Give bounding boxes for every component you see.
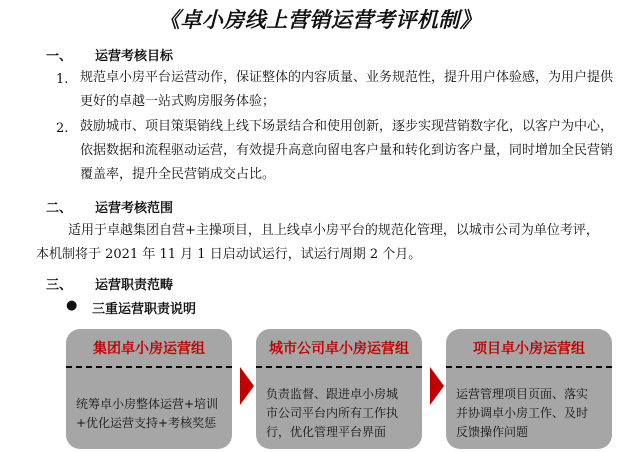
text-line: 统筹卓小房整体运营+培训 bbox=[76, 397, 219, 411]
section-1-heading bbox=[46, 45, 246, 63]
group-ops-box bbox=[66, 329, 232, 449]
text-line: 行，优化管理平台界面 bbox=[266, 425, 387, 439]
duties-subtitle: 三重运营职责说明 bbox=[92, 302, 197, 317]
city-ops-description bbox=[266, 385, 416, 442]
city-ops-box bbox=[256, 329, 422, 449]
dashed-divider bbox=[256, 366, 422, 368]
scope-text bbox=[36, 219, 628, 267]
goal-2-number: 2. bbox=[56, 121, 69, 136]
text-line: 规范卓小房平台运营动作，保证整体的内容质量、业务规范性，提升用户体验感，为用户提供 bbox=[80, 70, 614, 85]
group-ops-description bbox=[76, 395, 226, 433]
group-ops-title: 集团卓小房运营组 bbox=[93, 341, 205, 357]
section-label: 运营职责范畴 bbox=[95, 278, 174, 293]
project-ops-box bbox=[446, 329, 612, 449]
text-line: 本机制将于 2021 年 11 月 1 日启动试运行，试运行周期 2 个月。 bbox=[36, 247, 422, 262]
text-line: 依据数据和流程驱动运营，有效提升高意向留电客户量和转化到访客户量，同时增加全民营销 bbox=[80, 143, 614, 158]
text-line: 适用于卓越集团自营+主操项目，且上线卓小房平台的规范化管理，以城市公司为单位考评， bbox=[68, 223, 599, 238]
project-ops-description bbox=[456, 385, 606, 442]
text-line: 负责监督、跟进卓小房城 bbox=[266, 387, 399, 401]
text-line: +优化运营支持+考核奖惩 bbox=[76, 416, 217, 430]
text-line: 覆盖率，提升全民营销成交占比。 bbox=[80, 167, 276, 182]
document-title: 《卓小房线上营销运营考评机制》 bbox=[158, 7, 482, 32]
section-number: 一、 bbox=[46, 49, 73, 64]
text-line: 并协调卓小房工作、及时 bbox=[456, 406, 589, 420]
dashed-divider bbox=[66, 366, 232, 368]
section-number: 三、 bbox=[46, 278, 73, 293]
project-ops-title: 项目卓小房运营组 bbox=[473, 341, 585, 357]
city-ops-title: 城市公司卓小房运营组 bbox=[269, 341, 409, 357]
arrow-right-icon bbox=[240, 367, 254, 405]
bullet-icon: ● bbox=[66, 298, 78, 313]
dashed-divider bbox=[446, 366, 612, 368]
goal-1-number: 1. bbox=[56, 72, 69, 87]
text-line: 反馈操作问题 bbox=[456, 425, 529, 439]
section-label: 运营考核目标 bbox=[95, 49, 174, 64]
section-3-heading bbox=[46, 274, 246, 292]
section-2-heading bbox=[46, 197, 246, 215]
text-line: 鼓励城市、项目策渠销线上线下场景结合和使用创新，逐步实现营销数字化，以客户为中心， bbox=[80, 119, 614, 134]
arrow-right-icon bbox=[430, 367, 444, 405]
text-line: 运营管理项目页面、落实 bbox=[456, 387, 589, 401]
goal-1-text bbox=[80, 66, 625, 114]
goal-2-text bbox=[80, 115, 625, 187]
section-label: 运营考核范围 bbox=[95, 201, 174, 216]
text-line: 更好的卓越一站式购房服务体验； bbox=[80, 94, 276, 109]
text-line: 市公司平台内所有工作执 bbox=[266, 406, 399, 420]
section-number: 二、 bbox=[46, 201, 73, 216]
